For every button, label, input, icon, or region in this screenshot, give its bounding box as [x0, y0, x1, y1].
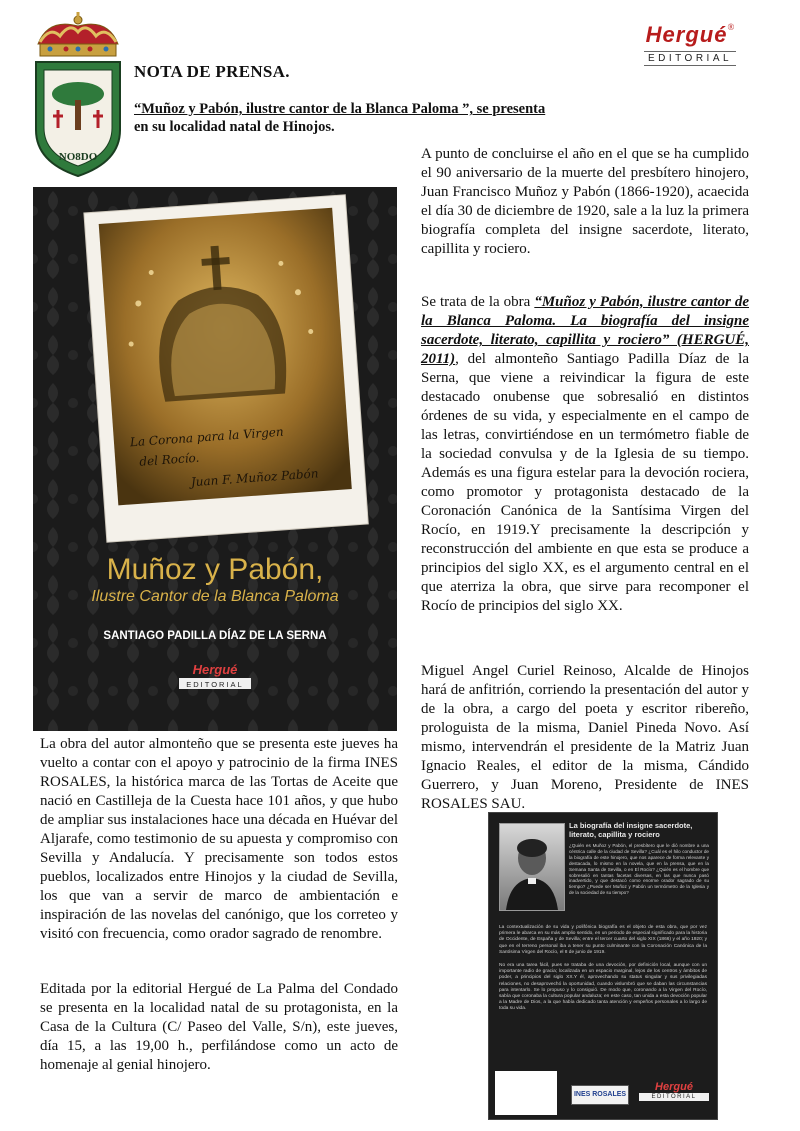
back-heading: La biografía del insigne sacerdote, literato, capillita y rociero	[569, 821, 693, 839]
back-text-3: No era una tarea fácil, pues se trataba de una devoción, por definición local, aunque con un importante radio de gracia; localizada en un espacio marginal, lejos de los centros y ámbitos de poder, a principios del siglo XX.Y él, aprovechando su status singular y sus privilegiadas relaciones, no desaprovechó la oportunidad, cuando vislumbró que se daban las circunstancias para intentarlo. Se lo propuso y lo consiguió. De modo que, coronando a la Virgen del Rocío, sabía que coronaba la cultura popular andaluza; en este caso, tan unida a esta devoción popular a la Madre de Dios, a la que había dedicado tanta atención y empeños personales a lo largo de toda su vida.	[499, 963, 707, 1012]
publisher-editorial: EDITORIAL	[644, 51, 736, 66]
ines-rosales-logo: INES ROSALES	[571, 1085, 629, 1105]
cover-handwriting-2: del Rocío.	[138, 450, 200, 469]
crest-motto: NO8DO	[58, 151, 98, 163]
back-text-1: ¿Quién es Muñoz y Pabón, el presbítero que le dió nombre a una céntrica calle de la ciudad de Sevilla? ¿Cuál es el hilo conductor de la biografía de este hinojero, que nos aparece de forma relevante y destacada, lo mismo en la novela, que en la prensa, que en la Semana Santa de Sevilla, o en El Rocío? ¿Quién es el hombre que sobresalió en tantas facetas diversas, en las que nunca pasó inadvertido, y que destacó como enorme orador sagrado de su tiempo? ¿Puede ser Muñoz y Pabón un termómetro de la Iglesia y de la sociedad de su tiempo?	[569, 843, 709, 896]
cover-title: Muñoz y Pabón,	[106, 553, 324, 586]
municipal-crest	[30, 12, 126, 180]
cover-subtitle: Ilustre Cantor de la Blanca Paloma	[91, 588, 339, 605]
book-cover-image	[33, 187, 397, 731]
article-paragraph-1: A punto de concluirse el año en el que se ha cumplido el 90 aniversario de la muerte del presbítero hinojero, Juan Francisco Muñoz y Pabón (1866-1920), acaecida el día 30 de diciembre de 1920, sale a la luz la primera biografía completa del insigne sacerdote, literato, capillita y rociero.	[421, 146, 749, 257]
cover-logo-editorial: EDITORIAL	[186, 680, 244, 689]
back-text-2: La contextualización de su vida y polifónica biografía es el objeto de esta obra, que por vez primera le abarca en su más amplio sentido, en un periodo de especial significado para la historia de Occidente, de España y de Sevilla; entre el tercer cuarto del siglo XIX (1866) y el año 1920; y que en el terreno personal iba a tener su punto culminante con la Coronación Canónica de la Santísima Virgen del Rocío, el 8 de junio de 1919.	[499, 925, 707, 955]
publisher-logo	[628, 22, 752, 72]
page-title: NOTA DE PRENSA.	[134, 62, 290, 81]
publisher-brand: Hergué	[645, 22, 728, 47]
article-paragraph-2	[421, 293, 749, 616]
p2-rest: , del almonteño Santiago Padilla Díaz de la Serna, que viene a reivindicar la figura de este destacado onubense que sobresalió en distintos órdenes de su vida, y especialmente en el campo de las letras, convirtiéndose en un termómetro fiable de la sociedad convulsa y de la Iglesia de su tiempo. Además es una figura estelar para la devoción rociera, como promotor y protagonista destacado de la Coronación Canónica de la Santísima Virgen del Rocío, en 1919.Y precisamente la descripción y reconstrucción del ambiente en que esta se produce a principios del siglo XX, es el argumento central en el que aterriza la obra, que sirve para recomponer el Rocío de principios del siglo XX.	[421, 351, 749, 614]
subtitle-quote: “Muñoz y Pabón, ilustre cantor de la Blanca Paloma ”, se presenta	[134, 101, 546, 117]
page-subtitle	[134, 100, 604, 136]
article-paragraph-4: La obra del autor almonteño que se presenta este jueves ha vuelto a contar con el apoyo y patrocinio de la firma INES ROSALES, la histórica marca de las Tortas de Aceite que nació en Castilleja de la Cuesta hace 101 años, y que hubo de ampliar sus instalaciones hace una década en Huévar del Aljarafe, como testimonio de su apuesta y compromiso con Sevilla y Andalucía. Y precisamente son todos estos pueblos, localizados entre Hinojos y la ciudad de Sevilla, los que van a servir de marco de ambientación e inspiración de las novelas del canónigo, que los correteo y visitó con frecuencia, como orador sagrado de renombre.	[40, 736, 398, 942]
book-title-citation: “Muñoz y Pabón, ilustre cantor de la Blanca Paloma. La biografía del insigne sacerdote, literato, capillita y rociero” (HERGUÉ, 2011)	[421, 294, 749, 367]
crown-icon	[38, 12, 118, 56]
p2-start: Se trata de la obra	[421, 294, 535, 310]
back-logo-brand: Hergué	[655, 1081, 693, 1093]
subtitle-rest: en su localidad natal de Hinojos.	[134, 119, 335, 135]
cover-logo-brand: Hergué	[192, 662, 238, 677]
back-publisher-logo	[639, 1081, 709, 1101]
article-paragraph-3: Miguel Angel Curiel Reinoso, Alcalde de Hinojos hará de anfitrión, corriendo la presentación del autor y de la obra, a cargo del poeta y escritor ribereño, prologuista de la misma, Daniel Pineda Novo. Así mismo, intervendrán el presidente de la Matriz Juan Ignacio Reales, el editor de la misma, Cándido Guerrero, y Juan Moreno, Presidente de INES ROSALES SAU.	[421, 663, 749, 812]
book-back-cover-image	[488, 812, 718, 1120]
back-logo-editorial: EDITORIAL	[639, 1093, 709, 1101]
portrait-photo	[499, 823, 565, 911]
cover-handwriting-1: La Corona para la Virgen	[129, 424, 285, 450]
cover-handwriting-3: Juan F. Muñoz Pabón	[190, 466, 319, 490]
article-paragraph-5: Editada por la editorial Hergué de La Palma del Condado se presenta en la localidad natal de su protagonista, en la Casa de la Cultura (C/ Paseo del Valle, S/n), este jueves, día 15, a las 19,00 h., perfilándose como un acto de homenaje al genial hinojero.	[40, 981, 398, 1073]
cover-author: SANTIAGO PADILLA DÍAZ DE LA SERNA	[103, 630, 327, 642]
registered-mark: ®	[727, 22, 735, 32]
barcode-icon	[495, 1071, 557, 1115]
